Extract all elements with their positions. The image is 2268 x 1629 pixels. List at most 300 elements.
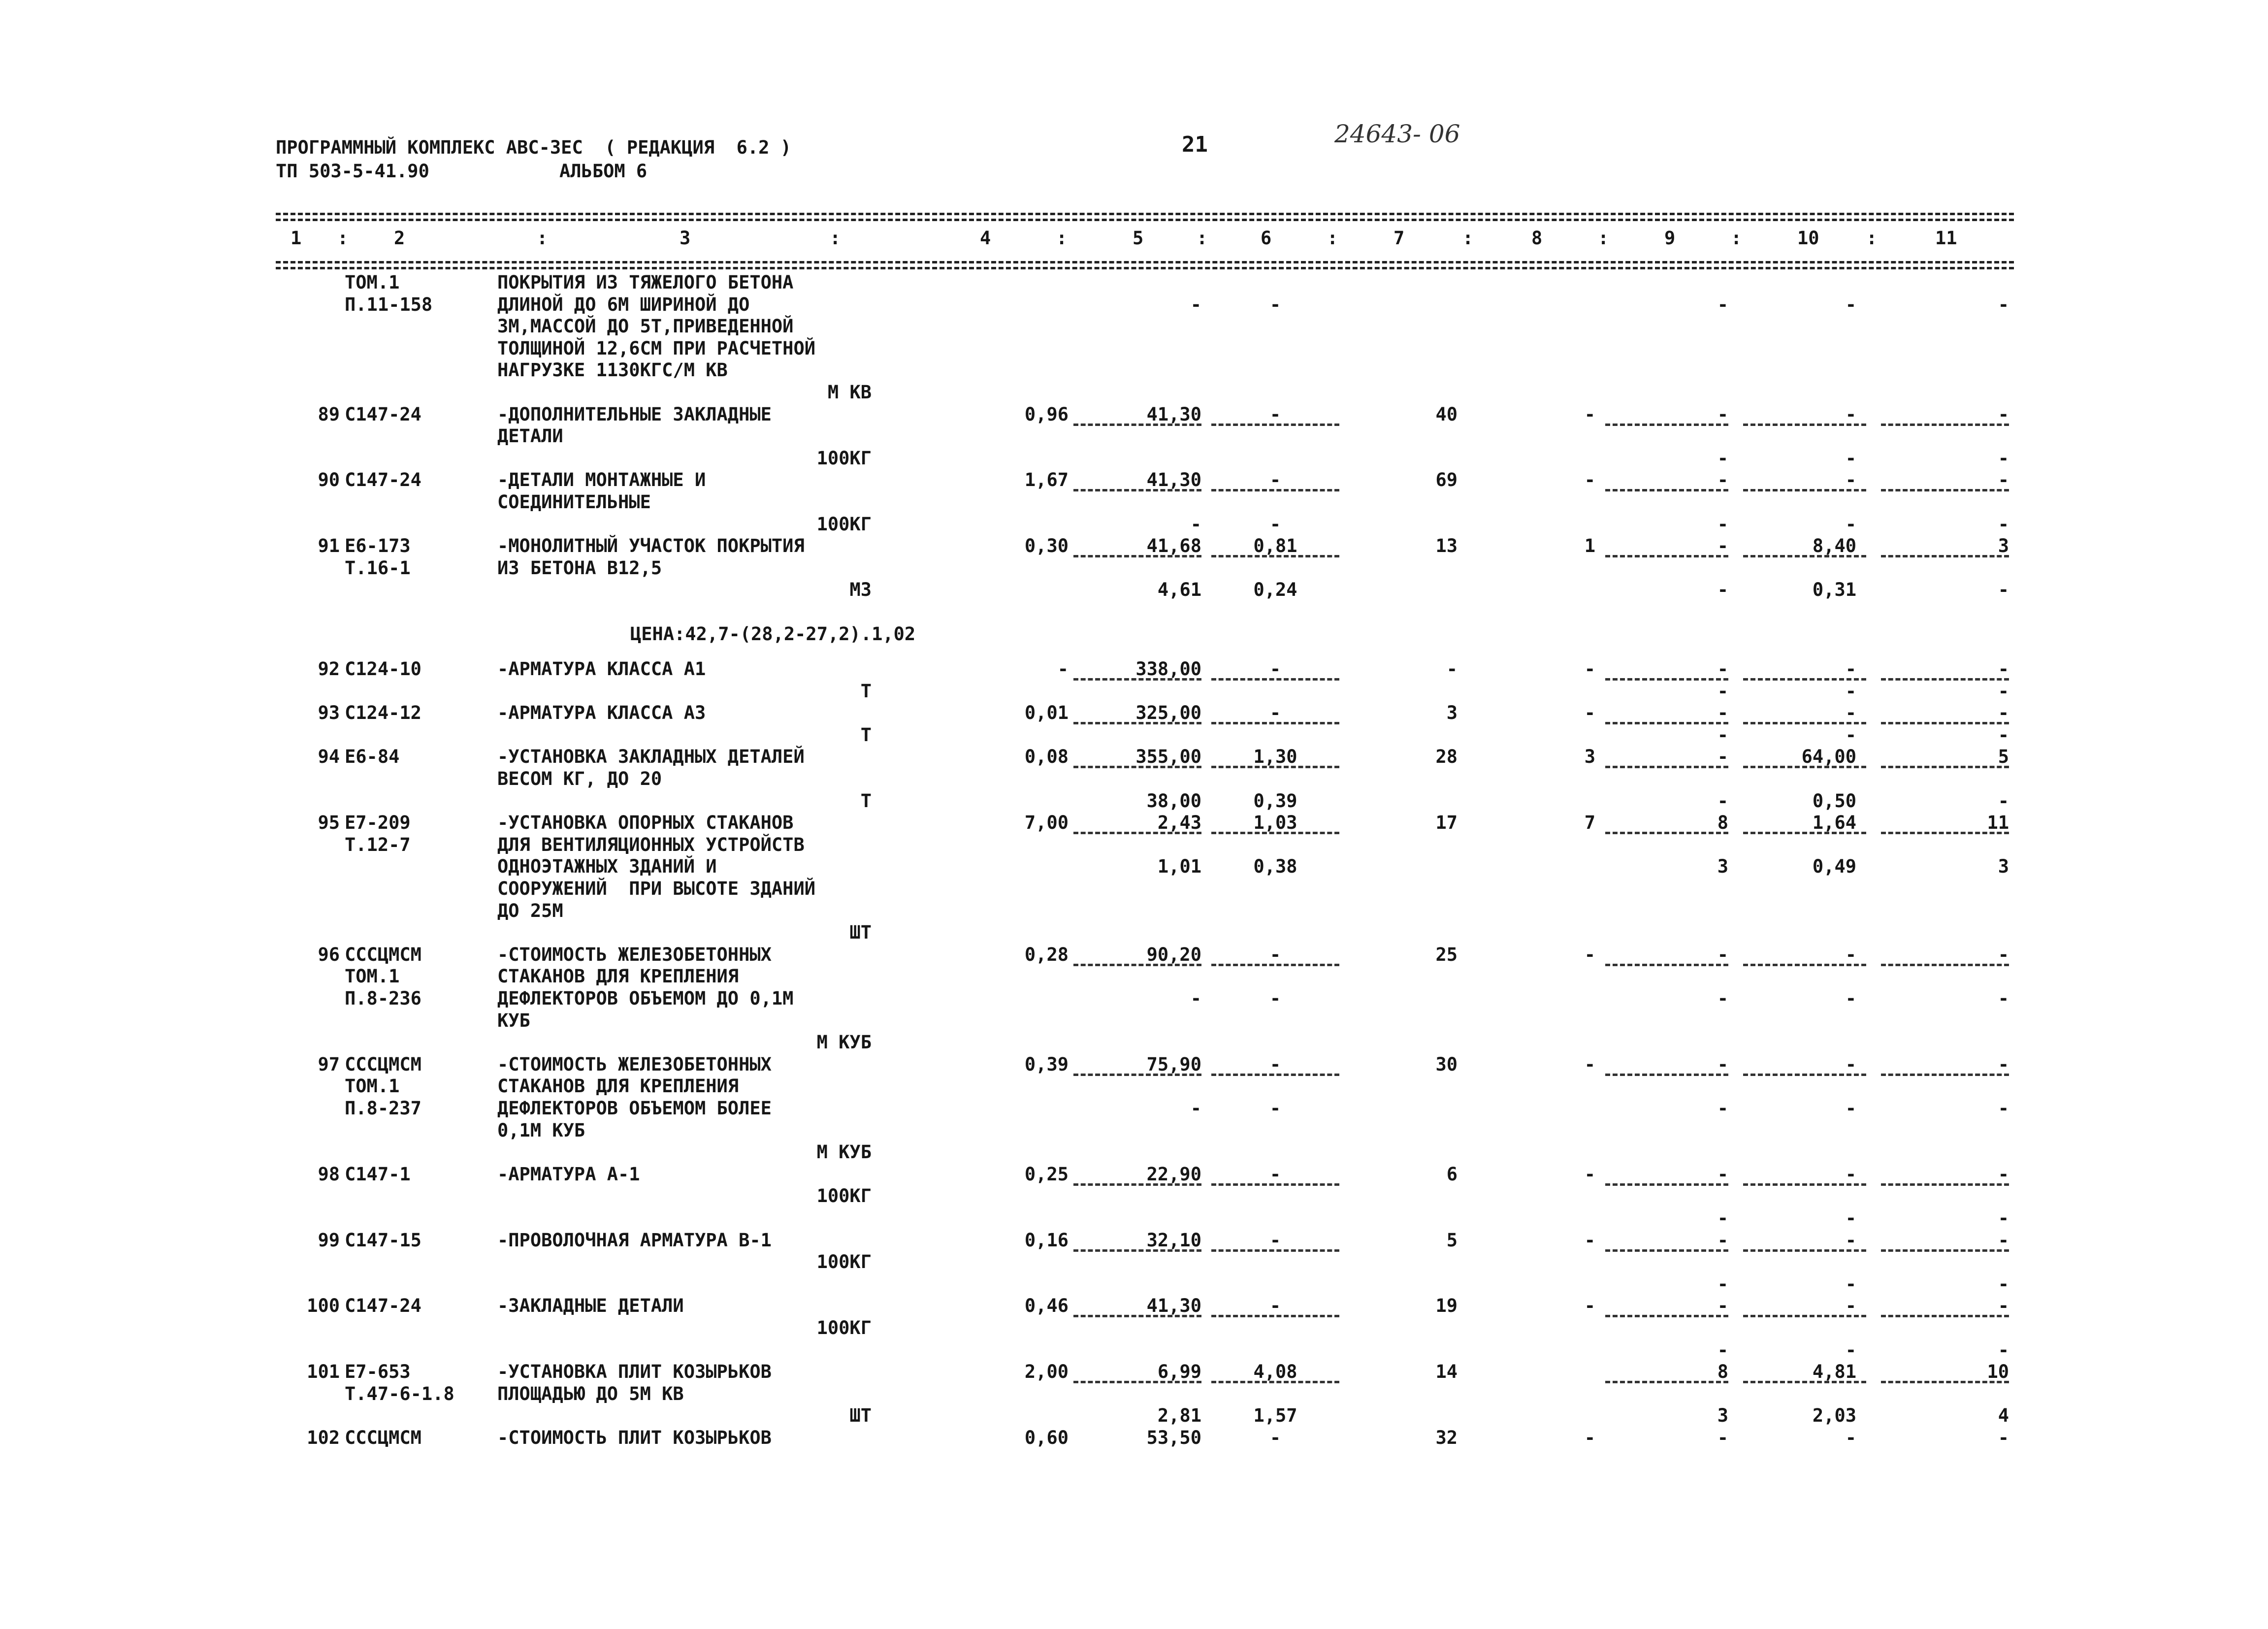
- cell-col3: ДО 25М: [497, 900, 563, 921]
- cell-col7: 3: [1446, 702, 1458, 724]
- cell-col11: -: [1998, 1229, 2009, 1251]
- cell-col10: -: [1845, 513, 1856, 535]
- cell-col11: -: [1998, 1295, 2009, 1317]
- cell-col1: 101: [307, 1361, 340, 1383]
- cell-col3: -СТОИМОСТЬ ПЛИТ КОЗЫРЬКОВ: [497, 1427, 772, 1448]
- cell-col1: 92: [318, 658, 340, 680]
- column-header-11: 11: [1935, 228, 1957, 249]
- cell-col11: -: [1998, 1273, 2009, 1295]
- cell-col9: -: [1717, 469, 1728, 491]
- header-rule-top: [276, 213, 2014, 215]
- value-separator-rule: [1605, 832, 1728, 834]
- cell-col11: -: [1998, 658, 2009, 680]
- unit-label: Т: [860, 680, 872, 702]
- column-separator: :: [1327, 228, 1338, 249]
- value-separator-rule: [1881, 1249, 2009, 1252]
- cell-col5: 75,90: [1146, 1053, 1201, 1075]
- price-note: ЦЕНА:42,7-(28,2-27,2).1,02: [630, 623, 916, 645]
- cell-col7: 28: [1435, 746, 1458, 768]
- cell-col3: ВЕСОМ КГ, ДО 20: [497, 768, 662, 789]
- cell-col4: 0,46: [1024, 1295, 1069, 1317]
- cell-col11: 11: [1987, 812, 2009, 834]
- cell-col5: 32,10: [1146, 1229, 1201, 1251]
- value-separator-rule: [1605, 489, 1728, 491]
- cell-col1: 97: [318, 1053, 340, 1075]
- value-separator-rule: [1881, 766, 2009, 768]
- cell-col3: ДЕФЛЕКТОРОВ ОБЪЕМОМ ДО 0,1М: [497, 987, 794, 1009]
- cell-col10: -: [1845, 1273, 1856, 1295]
- column-separator: :: [1462, 228, 1474, 249]
- cell-col4: 7,00: [1024, 812, 1069, 834]
- cell-col10: -: [1845, 1053, 1856, 1075]
- value-separator-rule: [1211, 832, 1339, 834]
- column-separator: :: [1056, 228, 1068, 249]
- value-separator-rule: [1073, 489, 1201, 491]
- value-separator-rule: [1211, 1249, 1339, 1252]
- unit-label: 100КГ: [816, 1317, 872, 1338]
- unit-label: М3: [849, 579, 872, 601]
- cell-col5: 338,00: [1135, 658, 1201, 680]
- cell-col8: -: [1584, 469, 1595, 491]
- cell-col10: 1,64: [1812, 812, 1856, 834]
- cell-col2: Т.16-1: [345, 557, 411, 579]
- value-separator-rule: [1743, 1074, 1866, 1076]
- value-separator-rule: [1073, 1381, 1201, 1383]
- cell-col9: -: [1717, 1427, 1728, 1448]
- cell-col3: -ЗАКЛАДНЫЕ ДЕТАЛИ: [497, 1295, 684, 1317]
- column-header-8: 8: [1531, 228, 1543, 249]
- cell-col11: 4: [1998, 1405, 2009, 1427]
- cell-col10: -: [1845, 1229, 1856, 1251]
- cell-col9: -: [1717, 702, 1728, 724]
- cell-col3: -СТОИМОСТЬ ЖЕЛЕЗОБЕТОННЫХ: [497, 1053, 772, 1075]
- value-separator-rule: [1743, 722, 1866, 724]
- cell-col11: -: [1998, 1053, 2009, 1075]
- cell-col10: -: [1845, 447, 1856, 469]
- value-separator-rule: [1881, 1315, 2009, 1317]
- column-header-6: 6: [1261, 228, 1272, 249]
- cell-col11: -: [1998, 1097, 2009, 1119]
- cell-col5: -: [1190, 513, 1201, 535]
- cell-col1: 93: [318, 702, 340, 724]
- cell-col6: -: [1269, 1229, 1281, 1251]
- cell-col9: -: [1717, 1339, 1728, 1361]
- cell-col11: -: [1998, 680, 2009, 702]
- cell-col11: 3: [1998, 535, 2009, 557]
- value-separator-rule: [1211, 424, 1339, 426]
- cell-col10: -: [1845, 403, 1856, 425]
- cell-col6: -: [1269, 403, 1281, 425]
- cell-col6: -: [1269, 1053, 1281, 1075]
- cell-col11: 10: [1987, 1361, 2009, 1383]
- cell-col5: 41,68: [1146, 535, 1201, 557]
- cell-col2: С124-10: [345, 658, 421, 680]
- value-separator-rule: [1881, 555, 2009, 557]
- cell-col8: -: [1584, 1229, 1595, 1251]
- value-separator-rule: [1743, 1249, 1866, 1252]
- value-separator-rule: [1881, 1381, 2009, 1383]
- header-rule-top-2: [276, 219, 2014, 221]
- cell-col2: ТОМ.1: [345, 966, 400, 987]
- cell-col1: 94: [318, 746, 340, 768]
- cell-col2: С147-24: [345, 1295, 421, 1317]
- cell-col3: -УСТАНОВКА ОПОРНЫХ СТАКАНОВ: [497, 812, 794, 834]
- value-separator-rule: [1073, 424, 1201, 426]
- cell-col11: -: [1998, 724, 2009, 746]
- column-header-7: 7: [1393, 228, 1405, 249]
- cell-col4: -: [1057, 658, 1069, 680]
- cell-col10: -: [1845, 1097, 1856, 1119]
- value-separator-rule: [1211, 1381, 1339, 1383]
- album-label: АЛЬБОМ 6: [559, 161, 648, 182]
- unit-label: 100КГ: [816, 1185, 872, 1207]
- cell-col5: 41,30: [1146, 1295, 1201, 1317]
- cell-col3: ДЛИНОЙ ДО 6М ШИРИНОЙ ДО: [497, 293, 750, 315]
- cell-col5: 90,20: [1146, 944, 1201, 965]
- cell-col1: 91: [318, 535, 340, 557]
- cell-col10: -: [1845, 1339, 1856, 1361]
- unit-label: 100КГ: [816, 513, 872, 535]
- unit-label: ШТ: [849, 1405, 872, 1427]
- cell-col9: -: [1717, 1097, 1728, 1119]
- cell-col9: -: [1717, 1163, 1728, 1185]
- unit-label: М КВ: [827, 382, 872, 403]
- value-separator-rule: [1073, 678, 1201, 681]
- cell-col3: СТАКАНОВ ДЛЯ КРЕПЛЕНИЯ: [497, 966, 739, 987]
- cell-col3: СОЕДИНИТЕЛЬНЫЕ: [497, 491, 651, 513]
- cell-col7: 19: [1435, 1295, 1458, 1317]
- cell-col11: 3: [1998, 856, 2009, 878]
- value-separator-rule: [1211, 766, 1339, 768]
- cell-col4: 0,25: [1024, 1163, 1069, 1185]
- cell-col8: -: [1584, 1295, 1595, 1317]
- cell-col9: 8: [1717, 1361, 1728, 1383]
- cell-col6: -: [1269, 944, 1281, 965]
- cell-col9: 3: [1717, 856, 1728, 878]
- cell-col9: -: [1717, 1273, 1728, 1295]
- cell-col1: 102: [307, 1427, 340, 1448]
- cell-col10: 0,49: [1812, 856, 1856, 878]
- cell-col6: 0,38: [1253, 856, 1297, 878]
- cell-col2: Е7-209: [345, 812, 411, 834]
- value-separator-rule: [1073, 964, 1201, 966]
- cell-col9: 8: [1717, 812, 1728, 834]
- unit-label: Т: [860, 790, 872, 812]
- cell-col10: -: [1845, 658, 1856, 680]
- cell-col9: -: [1717, 790, 1728, 812]
- column-header-9: 9: [1664, 228, 1676, 249]
- value-separator-rule: [1211, 555, 1339, 557]
- cell-col10: 8,40: [1812, 535, 1856, 557]
- cell-col8: -: [1584, 1163, 1595, 1185]
- cell-col8: -: [1584, 944, 1595, 965]
- cell-col3: -ДЕТАЛИ МОНТАЖНЫЕ И: [497, 469, 706, 491]
- cell-col8: -: [1584, 1053, 1595, 1075]
- unit-label: 100КГ: [816, 1251, 872, 1273]
- cell-col2: С147-24: [345, 403, 421, 425]
- cell-col11: -: [1998, 513, 2009, 535]
- cell-col9: -: [1717, 293, 1728, 315]
- cell-col9: -: [1717, 1053, 1728, 1075]
- cell-col1: 100: [307, 1295, 340, 1317]
- unit-label: М КУБ: [816, 1032, 872, 1053]
- cell-col8: 3: [1584, 746, 1595, 768]
- cell-col3: СООРУЖЕНИЙ ПРИ ВЫСОТЕ ЗДАНИЙ: [497, 878, 816, 899]
- column-separator: :: [830, 228, 841, 249]
- cell-col6: -: [1269, 658, 1281, 680]
- column-separator: :: [537, 228, 548, 249]
- cell-col2: Е6-84: [345, 746, 400, 768]
- cell-col2: С147-24: [345, 469, 421, 491]
- cell-col11: -: [1998, 1427, 2009, 1448]
- cell-col3: ТОЛЩИНОЙ 12,6СМ ПРИ РАСЧЕТНОЙ: [497, 337, 816, 359]
- cell-col8: -: [1584, 658, 1595, 680]
- cell-col2: СССЦМСМ: [345, 944, 421, 965]
- cell-col5: 355,00: [1135, 746, 1201, 768]
- column-header-2: 2: [394, 228, 405, 249]
- value-separator-rule: [1073, 1249, 1201, 1252]
- value-separator-rule: [1605, 766, 1728, 768]
- cell-col6: -: [1269, 1427, 1281, 1448]
- cell-col3: ДЕТАЛИ: [497, 425, 563, 447]
- cell-col7: 13: [1435, 535, 1458, 557]
- cell-col2: Т.47-6-1.8: [345, 1383, 454, 1404]
- cell-col5: 41,30: [1146, 469, 1201, 491]
- cell-col2: Е7-653: [345, 1361, 411, 1383]
- value-separator-rule: [1211, 722, 1339, 724]
- cell-col11: -: [1998, 469, 2009, 491]
- value-separator-rule: [1881, 489, 2009, 491]
- cell-col10: -: [1845, 724, 1856, 746]
- value-separator-rule: [1073, 1183, 1201, 1186]
- cell-col10: 4,81: [1812, 1361, 1856, 1383]
- cell-col6: 0,24: [1253, 579, 1297, 601]
- cell-col5: 41,30: [1146, 403, 1201, 425]
- value-separator-rule: [1605, 1074, 1728, 1076]
- cell-col9: -: [1717, 579, 1728, 601]
- cell-col4: 0,28: [1024, 944, 1069, 965]
- cell-col4: 0,39: [1024, 1053, 1069, 1075]
- cell-col4: 0,60: [1024, 1427, 1069, 1448]
- value-separator-rule: [1881, 678, 2009, 681]
- cell-col7: 17: [1435, 812, 1458, 834]
- value-separator-rule: [1881, 1074, 2009, 1076]
- cell-col10: -: [1845, 293, 1856, 315]
- cell-col5: 22,90: [1146, 1163, 1201, 1185]
- cell-col7: 5: [1446, 1229, 1458, 1251]
- cell-col2: ТОМ.1: [345, 1075, 400, 1097]
- program-title: ПРОГРАММНЫЙ КОМПЛЕКС АВС-ЗЕС ( РЕДАКЦИЯ 6.2 ): [276, 137, 791, 158]
- cell-col7: -: [1446, 658, 1458, 680]
- value-separator-rule: [1605, 1183, 1728, 1186]
- value-separator-rule: [1211, 1074, 1339, 1076]
- value-separator-rule: [1605, 678, 1728, 681]
- cell-col10: 64,00: [1801, 746, 1856, 768]
- unit-label: М КУБ: [816, 1141, 872, 1163]
- cell-col3: 3М,МАССОЙ ДО 5Т,ПРИВЕДЕННОЙ: [497, 316, 794, 337]
- column-separator: :: [1866, 228, 1878, 249]
- column-header-10: 10: [1797, 228, 1819, 249]
- value-separator-rule: [1743, 489, 1866, 491]
- cell-col3: -ПРОВОЛОЧНАЯ АРМАТУРА В-1: [497, 1229, 772, 1251]
- value-separator-rule: [1743, 678, 1866, 681]
- column-header-4: 4: [980, 228, 991, 249]
- cell-col11: -: [1998, 447, 2009, 469]
- column-separator: :: [337, 228, 349, 249]
- value-separator-rule: [1211, 964, 1339, 966]
- cell-col3: ДЕФЛЕКТОРОВ ОБЪЕМОМ БОЛЕЕ: [497, 1097, 772, 1119]
- value-separator-rule: [1073, 832, 1201, 834]
- value-separator-rule: [1605, 722, 1728, 724]
- cell-col9: -: [1717, 680, 1728, 702]
- cell-col11: -: [1998, 702, 2009, 724]
- cell-col7: 40: [1435, 403, 1458, 425]
- column-separator: :: [1197, 228, 1208, 249]
- cell-col8: 7: [1584, 812, 1595, 834]
- cell-col3: -УСТАНОВКА ПЛИТ КОЗЫРЬКОВ: [497, 1361, 772, 1383]
- cell-col3: НАГРУЗКЕ 1130КГС/М КВ: [497, 359, 728, 381]
- unit-label: ШТ: [849, 922, 872, 944]
- cell-col9: -: [1717, 987, 1728, 1009]
- value-separator-rule: [1743, 766, 1866, 768]
- cell-col10: 2,03: [1812, 1405, 1856, 1427]
- cell-col5: -: [1190, 1097, 1201, 1119]
- cell-col10: -: [1845, 680, 1856, 702]
- value-separator-rule: [1743, 1381, 1866, 1383]
- cell-col6: 1,30: [1253, 746, 1297, 768]
- cell-col3: -АРМАТУРА КЛАССА А3: [497, 702, 706, 724]
- cell-col10: -: [1845, 1207, 1856, 1229]
- page-number: 21: [1182, 132, 1208, 157]
- value-separator-rule: [1743, 424, 1866, 426]
- cell-col5: -: [1190, 987, 1201, 1009]
- cell-col11: -: [1998, 1207, 2009, 1229]
- cell-col2: П.8-237: [345, 1097, 421, 1119]
- cell-col2: С147-1: [345, 1163, 411, 1185]
- cell-col7: 69: [1435, 469, 1458, 491]
- cell-col1: 90: [318, 469, 340, 491]
- cell-col1: 89: [318, 403, 340, 425]
- value-separator-rule: [1073, 766, 1201, 768]
- cell-col6: -: [1269, 702, 1281, 724]
- cell-col2: ТОМ.1: [345, 272, 400, 293]
- value-separator-rule: [1073, 722, 1201, 724]
- cell-col6: 1,03: [1253, 812, 1297, 834]
- handwritten-code: 24643- 06: [1334, 120, 1460, 148]
- cell-col3: ИЗ БЕТОНА В12,5: [497, 557, 662, 579]
- cell-col7: 14: [1435, 1361, 1458, 1383]
- cell-col11: -: [1998, 1163, 2009, 1185]
- cell-col6: 0,39: [1253, 790, 1297, 812]
- column-separator: :: [1731, 228, 1742, 249]
- unit-label: 100КГ: [816, 447, 872, 469]
- cell-col2: СССЦМСМ: [345, 1053, 421, 1075]
- value-separator-rule: [1743, 1183, 1866, 1186]
- cell-col2: Е6-173: [345, 535, 411, 557]
- value-separator-rule: [1881, 832, 2009, 834]
- value-separator-rule: [1605, 1381, 1728, 1383]
- value-separator-rule: [1605, 964, 1728, 966]
- cell-col2: Т.12-7: [345, 834, 411, 855]
- cell-col5: -: [1190, 293, 1201, 315]
- cell-col3: -СТОИМОСТЬ ЖЕЛЕЗОБЕТОННЫХ: [497, 944, 772, 965]
- value-separator-rule: [1881, 1183, 2009, 1186]
- value-separator-rule: [1743, 1315, 1866, 1317]
- cell-col1: 99: [318, 1229, 340, 1251]
- cell-col10: -: [1845, 1427, 1856, 1448]
- cell-col6: -: [1269, 987, 1281, 1009]
- cell-col4: 2,00: [1024, 1361, 1069, 1383]
- cell-col5: 2,43: [1157, 812, 1201, 834]
- cell-col6: -: [1269, 1097, 1281, 1119]
- cell-col8: 1: [1584, 535, 1595, 557]
- cell-col4: 0,96: [1024, 403, 1069, 425]
- cell-col9: -: [1717, 1229, 1728, 1251]
- cell-col8: -: [1584, 702, 1595, 724]
- cell-col3: СТАКАНОВ ДЛЯ КРЕПЛЕНИЯ: [497, 1075, 739, 1097]
- cell-col7: 30: [1435, 1053, 1458, 1075]
- cell-col6: -: [1269, 469, 1281, 491]
- cell-col3: ОДНОЭТАЖНЫХ ЗДАНИЙ И: [497, 856, 717, 878]
- cell-col5: 325,00: [1135, 702, 1201, 724]
- cell-col2: П.8-236: [345, 987, 421, 1009]
- cell-col11: -: [1998, 944, 2009, 965]
- cell-col3: КУБ: [497, 1010, 530, 1031]
- cell-col6: -: [1269, 1163, 1281, 1185]
- cell-col4: 0,01: [1024, 702, 1069, 724]
- header-rule-bottom-2: [276, 267, 2014, 269]
- cell-col10: -: [1845, 469, 1856, 491]
- value-separator-rule: [1211, 1315, 1339, 1317]
- cell-col3: -УСТАНОВКА ЗАКЛАДНЫХ ДЕТАЛЕЙ: [497, 746, 805, 768]
- cell-col9: -: [1717, 513, 1728, 535]
- column-separator: :: [1598, 228, 1609, 249]
- cell-col9: 3: [1717, 1405, 1728, 1427]
- value-separator-rule: [1605, 1249, 1728, 1252]
- value-separator-rule: [1211, 489, 1339, 491]
- cell-col6: 0,81: [1253, 535, 1297, 557]
- value-separator-rule: [1605, 424, 1728, 426]
- value-separator-rule: [1743, 964, 1866, 966]
- cell-col3: -ДОПОЛНИТЕЛЬНЫЕ ЗАКЛАДНЫЕ: [497, 403, 772, 425]
- cell-col1: 98: [318, 1163, 340, 1185]
- cell-col6: -: [1269, 513, 1281, 535]
- cell-col4: 1,67: [1024, 469, 1069, 491]
- cell-col5: 1,01: [1157, 856, 1201, 878]
- cell-col7: 25: [1435, 944, 1458, 965]
- cell-col2: С147-15: [345, 1229, 421, 1251]
- cell-col8: -: [1584, 403, 1595, 425]
- cell-col10: -: [1845, 987, 1856, 1009]
- cell-col9: -: [1717, 724, 1728, 746]
- unit-label: Т: [860, 724, 872, 746]
- column-header-1: 1: [291, 228, 302, 249]
- value-separator-rule: [1211, 1183, 1339, 1186]
- cell-col9: -: [1717, 1207, 1728, 1229]
- cell-col5: 4,61: [1157, 579, 1201, 601]
- cell-col10: -: [1845, 944, 1856, 965]
- cell-col9: -: [1717, 658, 1728, 680]
- cell-col4: 0,08: [1024, 746, 1069, 768]
- cell-col3: ДЛЯ ВЕНТИЛЯЦИОННЫХ УСТРОЙСТВ: [497, 834, 805, 855]
- value-separator-rule: [1073, 555, 1201, 557]
- cell-col10: 0,50: [1812, 790, 1856, 812]
- cell-col9: -: [1717, 746, 1728, 768]
- value-separator-rule: [1881, 722, 2009, 724]
- cell-col4: 0,30: [1024, 535, 1069, 557]
- column-header-3: 3: [680, 228, 691, 249]
- cell-col10: -: [1845, 1163, 1856, 1185]
